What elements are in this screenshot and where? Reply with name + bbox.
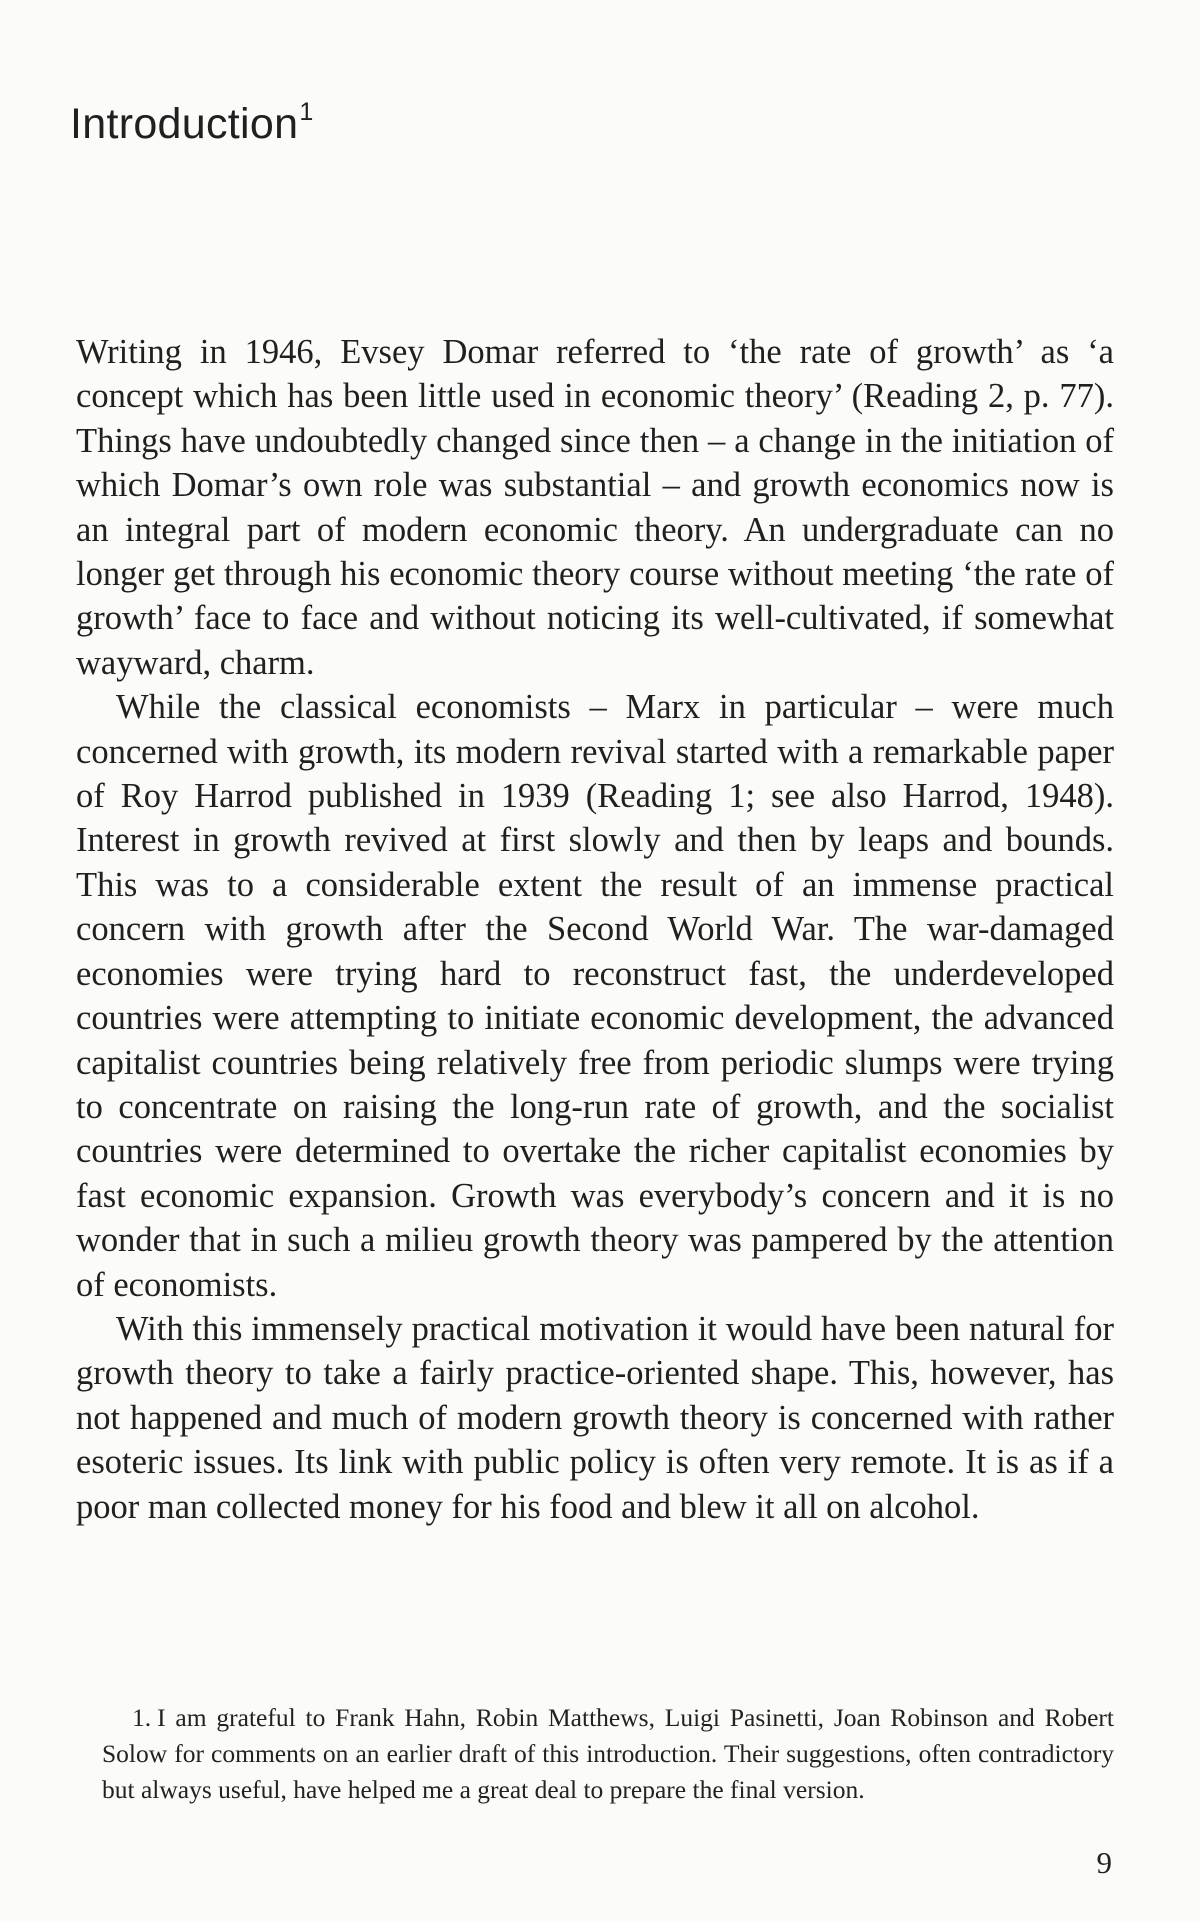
body-text [76, 330, 1114, 1529]
footnote [102, 1700, 1114, 1808]
paragraph-1: Writing in 1946, Evsey Domar referred to ‘the rate of growth’ as ‘a concept which has been little used in economic theory’ (Reading 2, p. 77). Things have undoubtedly changed since then – a change in the initiation of which Domar’s own role was substantial – and growth economics now is an integral part of modern economic theory. An undergraduate can no longer get through his economic theory course without meeting ‘the rate of growth’ face to face and without noticing its well-cultivated, if somewhat wayward, charm. [76, 333, 1114, 682]
heading-title: Introduction [70, 100, 299, 148]
paragraph-3: With this immensely practical motivation it would have been natural for growth theory to take a fairly practice-oriented shape. This, however, has not happened and much of modern growth theory is concerned with rather esoteric issues. Its link with public policy is often very remote. It is as if a poor man collected money for his food and blew it all on alcohol. [76, 1309, 1114, 1526]
footnote-marker: 1 [299, 98, 314, 126]
page-number: 9 [1096, 1845, 1112, 1880]
chapter-heading [70, 98, 314, 149]
footnote-text: I am grateful to Frank Hahn, Robin Matthews, Luigi Pasinetti, Joan Robinson and Robert Solow for comments on an earlier draft of this introduction. Their suggestions, often contradictory but always useful, have helped me a great deal to prepare the final version. [102, 1703, 1114, 1804]
footnote-label: 1. [132, 1703, 152, 1732]
paragraph-2: While the classical economists – Marx in particular – were much concerned with growth, its modern revival started with a remarkable paper of Roy Harrod published in 1939 (Reading 1; see also Harrod, 1948). Interest in growth revived at first slowly and then by leaps and bounds. This was to a considerable extent the result of an immense practical concern with growth after the Second World War. The war-damaged economies were trying hard to reconstruct fast, the underdeveloped countries were attempting to initiate economic development, the advanced capitalist countries being relatively free from periodic slumps were trying to concentrate on raising the long-run rate of growth, and the socialist countries were determined to overtake the richer capitalist economies by fast economic expansion. Growth was everybody’s concern and it is no wonder that in such a milieu growth theory was pampered by the attention of economists. [76, 688, 1114, 1304]
